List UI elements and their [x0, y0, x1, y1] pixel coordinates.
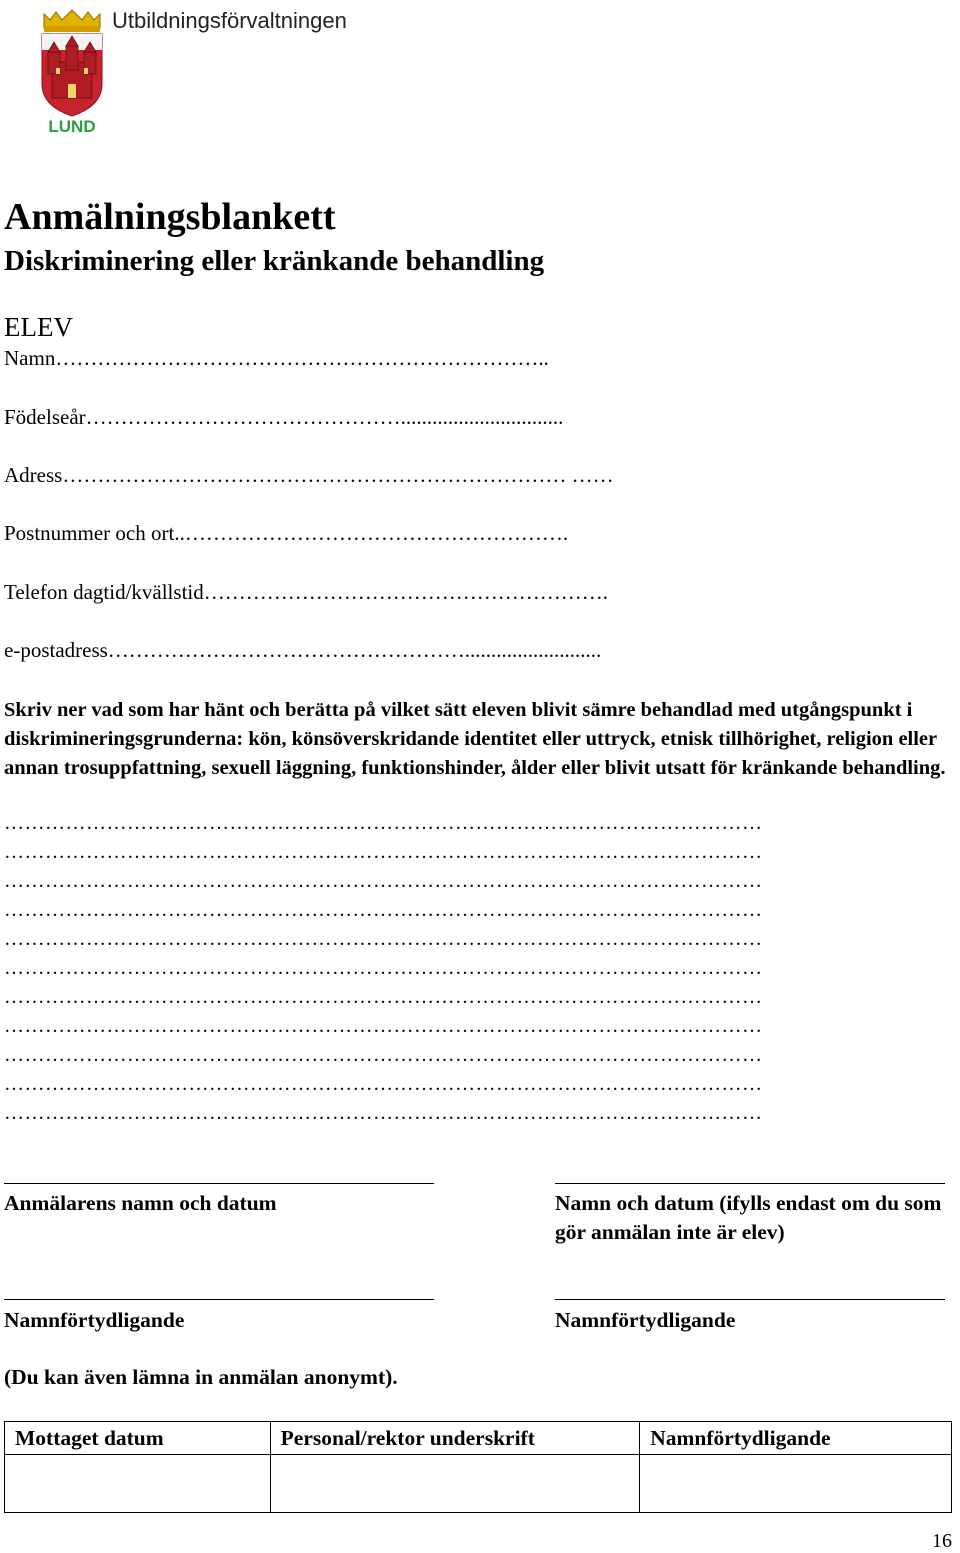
- postal-field[interactable]: Postnummer och ort..……………………………………………….: [4, 521, 569, 545]
- received-date-cell[interactable]: [5, 1455, 271, 1513]
- dotted-line[interactable]: …………………………………………………………………………………………………: [4, 928, 763, 950]
- dotted-line[interactable]: …………………………………………………………………………………………………: [4, 812, 763, 834]
- section-heading-elev: ELEV: [4, 312, 73, 342]
- dotted-line[interactable]: …………………………………………………………………………………………………: [4, 841, 763, 863]
- instruction-text: Skriv ner vad som har hänt och berätta på vilket sätt eleven blivit sämre behandlad med utgångspunkt i diskrimineringsgrunderna: kön, könsöverskridande identitet eller uttryck, etnisk tillhörighet, religion eller annan trosuppfattning, sexuell läggning, funktionshinder, ålder eller blivit utsatt för kränkande behandling.: [4, 699, 946, 779]
- dotted-line[interactable]: …………………………………………………………………………………………………: [4, 957, 763, 979]
- form-title: Anmälningsblankett: [4, 196, 336, 238]
- header-name-clarification: Namnförtydligande: [640, 1422, 952, 1455]
- name-clarification-label-left: Namnförtydligande: [4, 1308, 185, 1332]
- form-subtitle: Diskriminering eller kränkande behandling: [4, 245, 545, 277]
- staff-signature-cell[interactable]: [270, 1455, 640, 1513]
- dotted-line[interactable]: …………………………………………………………………………………………………: [4, 1102, 763, 1124]
- dotted-line[interactable]: …………………………………………………………………………………………………: [4, 870, 763, 892]
- address-field[interactable]: Adress……………………………………………………………… ……: [4, 463, 614, 487]
- table-row: [5, 1455, 952, 1513]
- reporter-name-label: Anmälarens namn och datum: [4, 1191, 277, 1215]
- logo-text: LUND: [48, 117, 96, 134]
- signature-line-left[interactable]: [4, 1183, 434, 1184]
- dotted-line[interactable]: …………………………………………………………………………………………………: [4, 1044, 763, 1066]
- other-reporter-label: Namn och datum (ifylls endast om du som gör anmälan inte är elev): [555, 1191, 942, 1244]
- dotted-line[interactable]: …………………………………………………………………………………………………: [4, 1015, 763, 1037]
- anonymous-note: (Du kan även lämna in anmälan anonymt).: [4, 1365, 398, 1389]
- table-header-row: [5, 1422, 952, 1455]
- dotted-line[interactable]: …………………………………………………………………………………………………: [4, 1073, 763, 1095]
- name-clarification-cell[interactable]: [640, 1455, 952, 1513]
- dotted-line[interactable]: …………………………………………………………………………………………………: [4, 899, 763, 921]
- name-field[interactable]: Namn……………………………………………………………..: [4, 346, 549, 370]
- organization-name: Utbildningsförvaltningen: [112, 8, 347, 33]
- page-number: 16: [932, 1530, 952, 1552]
- header-received-date: Mottaget datum: [5, 1422, 271, 1455]
- name-clarification-label-right: Namnförtydligande: [555, 1308, 736, 1332]
- header-staff-signature: Personal/rektor underskrift: [270, 1422, 640, 1455]
- lund-coat-of-arms-icon: [38, 6, 106, 134]
- signature-line-right[interactable]: [555, 1183, 945, 1184]
- receipt-table: [4, 1421, 952, 1513]
- phone-field[interactable]: Telefon dagtid/kvällstid………………………………………………….: [4, 580, 608, 604]
- dotted-line[interactable]: …………………………………………………………………………………………………: [4, 986, 763, 1008]
- clarification-line-right[interactable]: [555, 1299, 945, 1300]
- clarification-line-left[interactable]: [4, 1299, 434, 1300]
- email-field[interactable]: e-postadress……………………………………………..........................: [4, 638, 602, 662]
- birth-year-field[interactable]: Födelseår………………………………………...............................: [4, 405, 564, 429]
